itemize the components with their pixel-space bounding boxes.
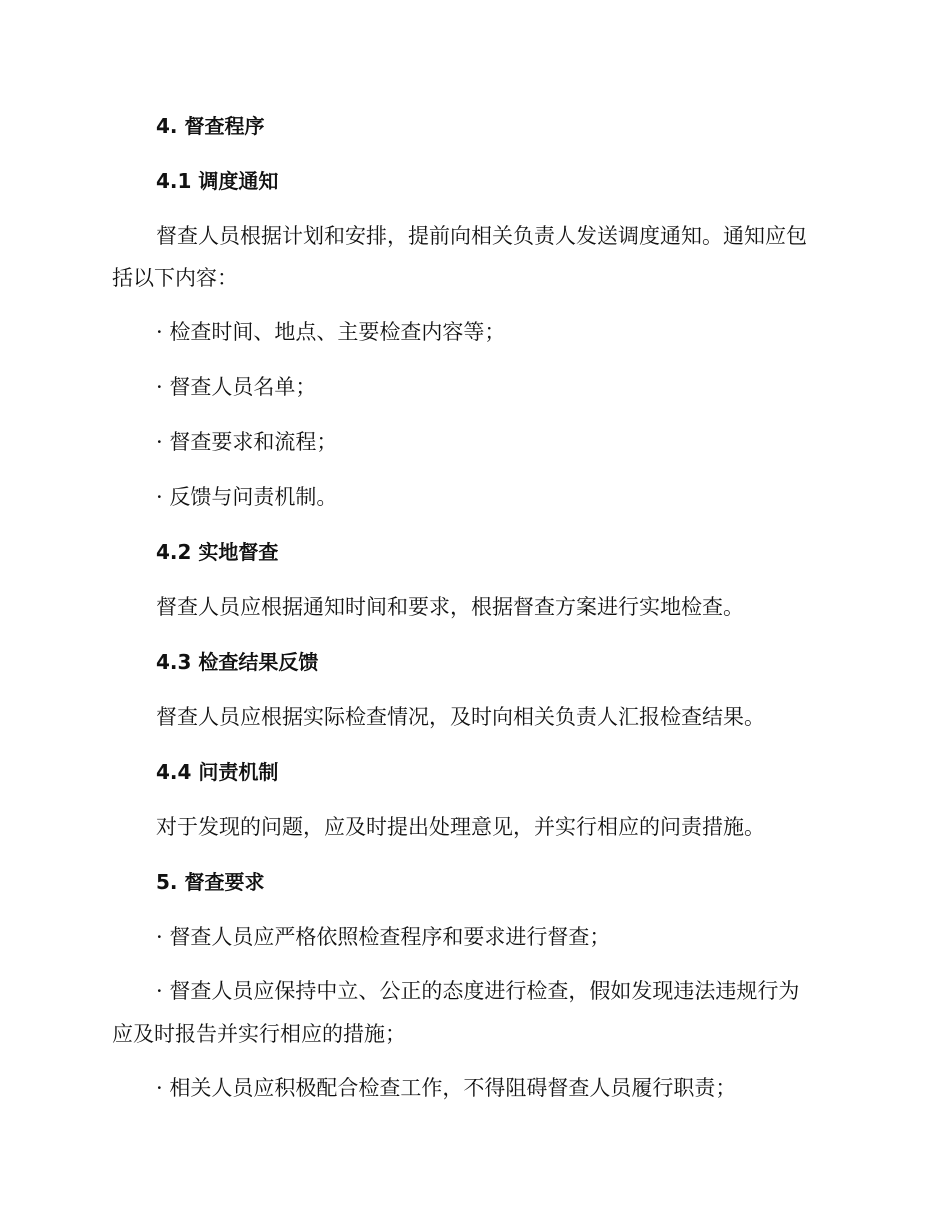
section-5-list-item: · 督查人员应严格依照检查程序和要求进行督查； — [156, 925, 611, 949]
section-4-4-heading: 4.4 问责机制 — [156, 760, 279, 784]
section-4-2-heading: 4.2 实地督查 — [156, 540, 279, 564]
section-5-list-item: · 相关人员应积极配合检查工作，不得阻碍督查人员履行职责； — [156, 1076, 737, 1100]
section-4-1-list-item: · 反馈与问责机制。 — [156, 485, 338, 509]
section-4-1-heading: 4.1 调度通知 — [156, 169, 279, 193]
section-4-1-paragraph-line-2: 括以下内容： — [112, 266, 238, 290]
section-4-2-paragraph: 督查人员应根据通知时间和要求，根据督查方案进行实地检查。 — [156, 595, 744, 619]
section-4-1-list-item: · 检查时间、地点、主要检查内容等； — [156, 320, 506, 344]
section-4-1-list-item: · 督查要求和流程； — [156, 430, 338, 454]
section-5-list-item-line-2: 应及时报告并实行相应的措施； — [112, 1022, 406, 1046]
section-4-3-heading: 4.3 检查结果反馈 — [156, 650, 319, 674]
section-4-4-paragraph: 对于发现的问题，应及时提出处理意见，并实行相应的问责措施。 — [156, 815, 765, 839]
section-4-1-paragraph-line-1: 督查人员根据计划和安排，提前向相关负责人发送调度通知。通知应包 — [156, 224, 807, 248]
section-4-1-list-item: · 督查人员名单； — [156, 375, 317, 399]
section-4-heading: 4. 督查程序 — [156, 114, 265, 138]
section-5-list-item-line-1: · 督查人员应保持中立、公正的态度进行检查，假如发现违法违规行为 — [156, 979, 800, 1003]
section-4-3-paragraph: 督查人员应根据实际检查情况，及时向相关负责人汇报检查结果。 — [156, 705, 765, 729]
section-5-heading: 5. 督查要求 — [156, 870, 265, 894]
